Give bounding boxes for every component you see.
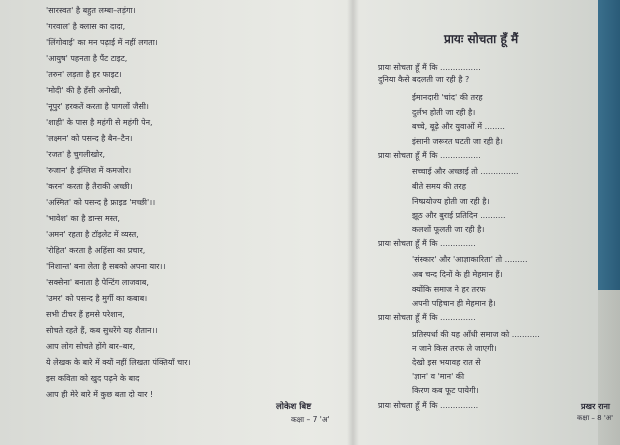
right-poem-line: देखो इस भयावह रात से — [412, 358, 481, 367]
left-poem-line: 'अस्मित' को पसन्द है फ्राइड 'मच्छी'।। — [46, 198, 156, 207]
left-poem-line: 'लक्ष्मन' को पसन्द है बैन–टैन। — [46, 134, 133, 143]
right-poem-line: क्योंकि समाज ने हर तरफ — [412, 285, 486, 294]
left-poem-line: 'तरुन' लड़ता है हर फाइट। — [46, 70, 122, 79]
right-poem-line: किरण कब फूट पायेगी। — [412, 386, 479, 395]
left-poem-line: सभी टीचर हैं हमसे परेशान, — [46, 310, 125, 319]
right-poem-line: 'ज्ञान' व 'मान' की — [412, 372, 465, 381]
right-poem-title: प्रायः सोचता हूँ मैं — [444, 32, 519, 46]
page-edge-strip — [598, 0, 620, 290]
right-poem-line: बीते समय की तरह — [412, 182, 466, 191]
left-poem-line: 'रोहित' करता है अहिंसा का प्रचार, — [46, 246, 146, 255]
left-poem-line: 'रुजान' है इंग्लिश में कमजोर। — [46, 166, 132, 175]
left-poem-line: ये लेखक के बारे में क्यों नहीं लिखता पंक्तियाँ चार। — [46, 358, 191, 367]
book-gutter — [347, 0, 359, 445]
right-poem-line: प्रायः सोचता हूँ मैं कि ................ — [378, 151, 481, 160]
right-poem-line: 'संस्कार' और 'आज्ञाकारिता' तो ......... — [412, 255, 528, 264]
right-author-name: प्रखर राना — [581, 402, 611, 411]
right-poem-line: प्रायः सोचता हूँ मैं कि ............... — [378, 401, 479, 410]
right-poem-line: ईमानदारी 'चांद' की तरह — [412, 93, 483, 102]
right-poem-line: प्रायः सोचता हूँ मैं कि .............. — [378, 239, 476, 248]
left-poem-line: आप ही मेरे बारे में कुछ बता दो यार ! — [46, 390, 154, 399]
left-poem-line: आप लोग सोचते होंगे बार–बार, — [46, 342, 136, 351]
right-author-class: कक्षा – 8 'अ' — [577, 414, 614, 422]
right-poem-line: दुर्लभ होती जा रही है। — [412, 108, 476, 117]
left-poem-line: 'गरवाल' है क्लास का दादा, — [46, 22, 126, 31]
right-poem-line: प्रतिस्पर्धा की यह आँधी समाज को ........... — [412, 330, 540, 339]
left-poem-line: 'शाही' के पास है महंगी से महंगी पेन, — [46, 118, 153, 127]
right-poem-line: बच्चे, बूढ़े और युवाओं में ........ — [412, 122, 505, 131]
right-poem-line: सच्चाई और अच्छाई तो ............... — [412, 167, 519, 176]
right-poem-line: अपनी पहिचान ही मेहमान है। — [412, 299, 496, 308]
right-poem-line: कलशों फूलती जा रही है। — [412, 225, 485, 234]
left-poem-line: 'अमन' रहता है टॉइलेट में व्यस्त, — [46, 230, 139, 239]
right-poem-line: इंसानी जरूरत घटती जा रही है। — [412, 137, 503, 146]
left-poem-line: 'नूपुर' हरकतें करता है पागलों जैसी। — [46, 102, 149, 111]
right-poem-line: अब चन्द दिनों के ही मेहमान हैं। — [412, 270, 503, 279]
left-poem-line: 'मोदी' की है हँसी अनोखी, — [46, 86, 122, 95]
right-poem-line: प्रायः सोचता हूँ मैं कि ................ — [378, 63, 481, 72]
right-poem-line: दुनिया कैसे बदलती जा रही है ? — [378, 75, 470, 84]
left-poem-line: 'उमर' को पसन्द है मुर्गी का कबाब। — [46, 294, 148, 303]
left-poem-line: 'करन' करता है तैराकी अच्छी। — [46, 182, 133, 191]
right-poem-line: निष्प्रयोज्य होती जा रही है। — [412, 197, 490, 206]
right-poem-line: न जाने किस तरफ ले जाएगी। — [412, 344, 497, 353]
left-poem-line: 'आयुष' पहनता है पैंट टाइट, — [46, 54, 128, 63]
right-poem-line: प्रायः सोचता हूँ मैं कि .............. — [378, 313, 476, 322]
left-poem-line: 'सारस्वत' है बहुत लम्बा–तड़ंगा। — [46, 6, 136, 15]
left-poem-line: 'सक्सेना' बनाता है पेन्टिंग लाजवाब, — [46, 278, 149, 287]
left-poem-line: 'भावेश' का है डान्स मस्त, — [46, 214, 120, 223]
left-author-class: कक्षा – 7 'अ' — [291, 415, 330, 424]
left-poem-line: 'लिंगोवाई' का मन पढ़ाई में नहीं लगता। — [46, 38, 158, 47]
left-author-name: लोकेश बिष्ट — [276, 402, 312, 412]
right-poem-line: झूठ और बुराई प्रतिदिन .......... — [412, 211, 506, 220]
left-poem-line: सोचते रहते हैं, कब सुधरेंगे यह शैतान।। — [46, 326, 158, 335]
left-poem-line: 'रजत' है चुगलीखोर, — [46, 150, 106, 159]
left-poem-line: 'निशान्त' बना लेता है सबको अपना यार।। — [46, 262, 166, 271]
left-poem-line: इस कविता को खुद पढ़ने के बाद — [46, 374, 140, 383]
